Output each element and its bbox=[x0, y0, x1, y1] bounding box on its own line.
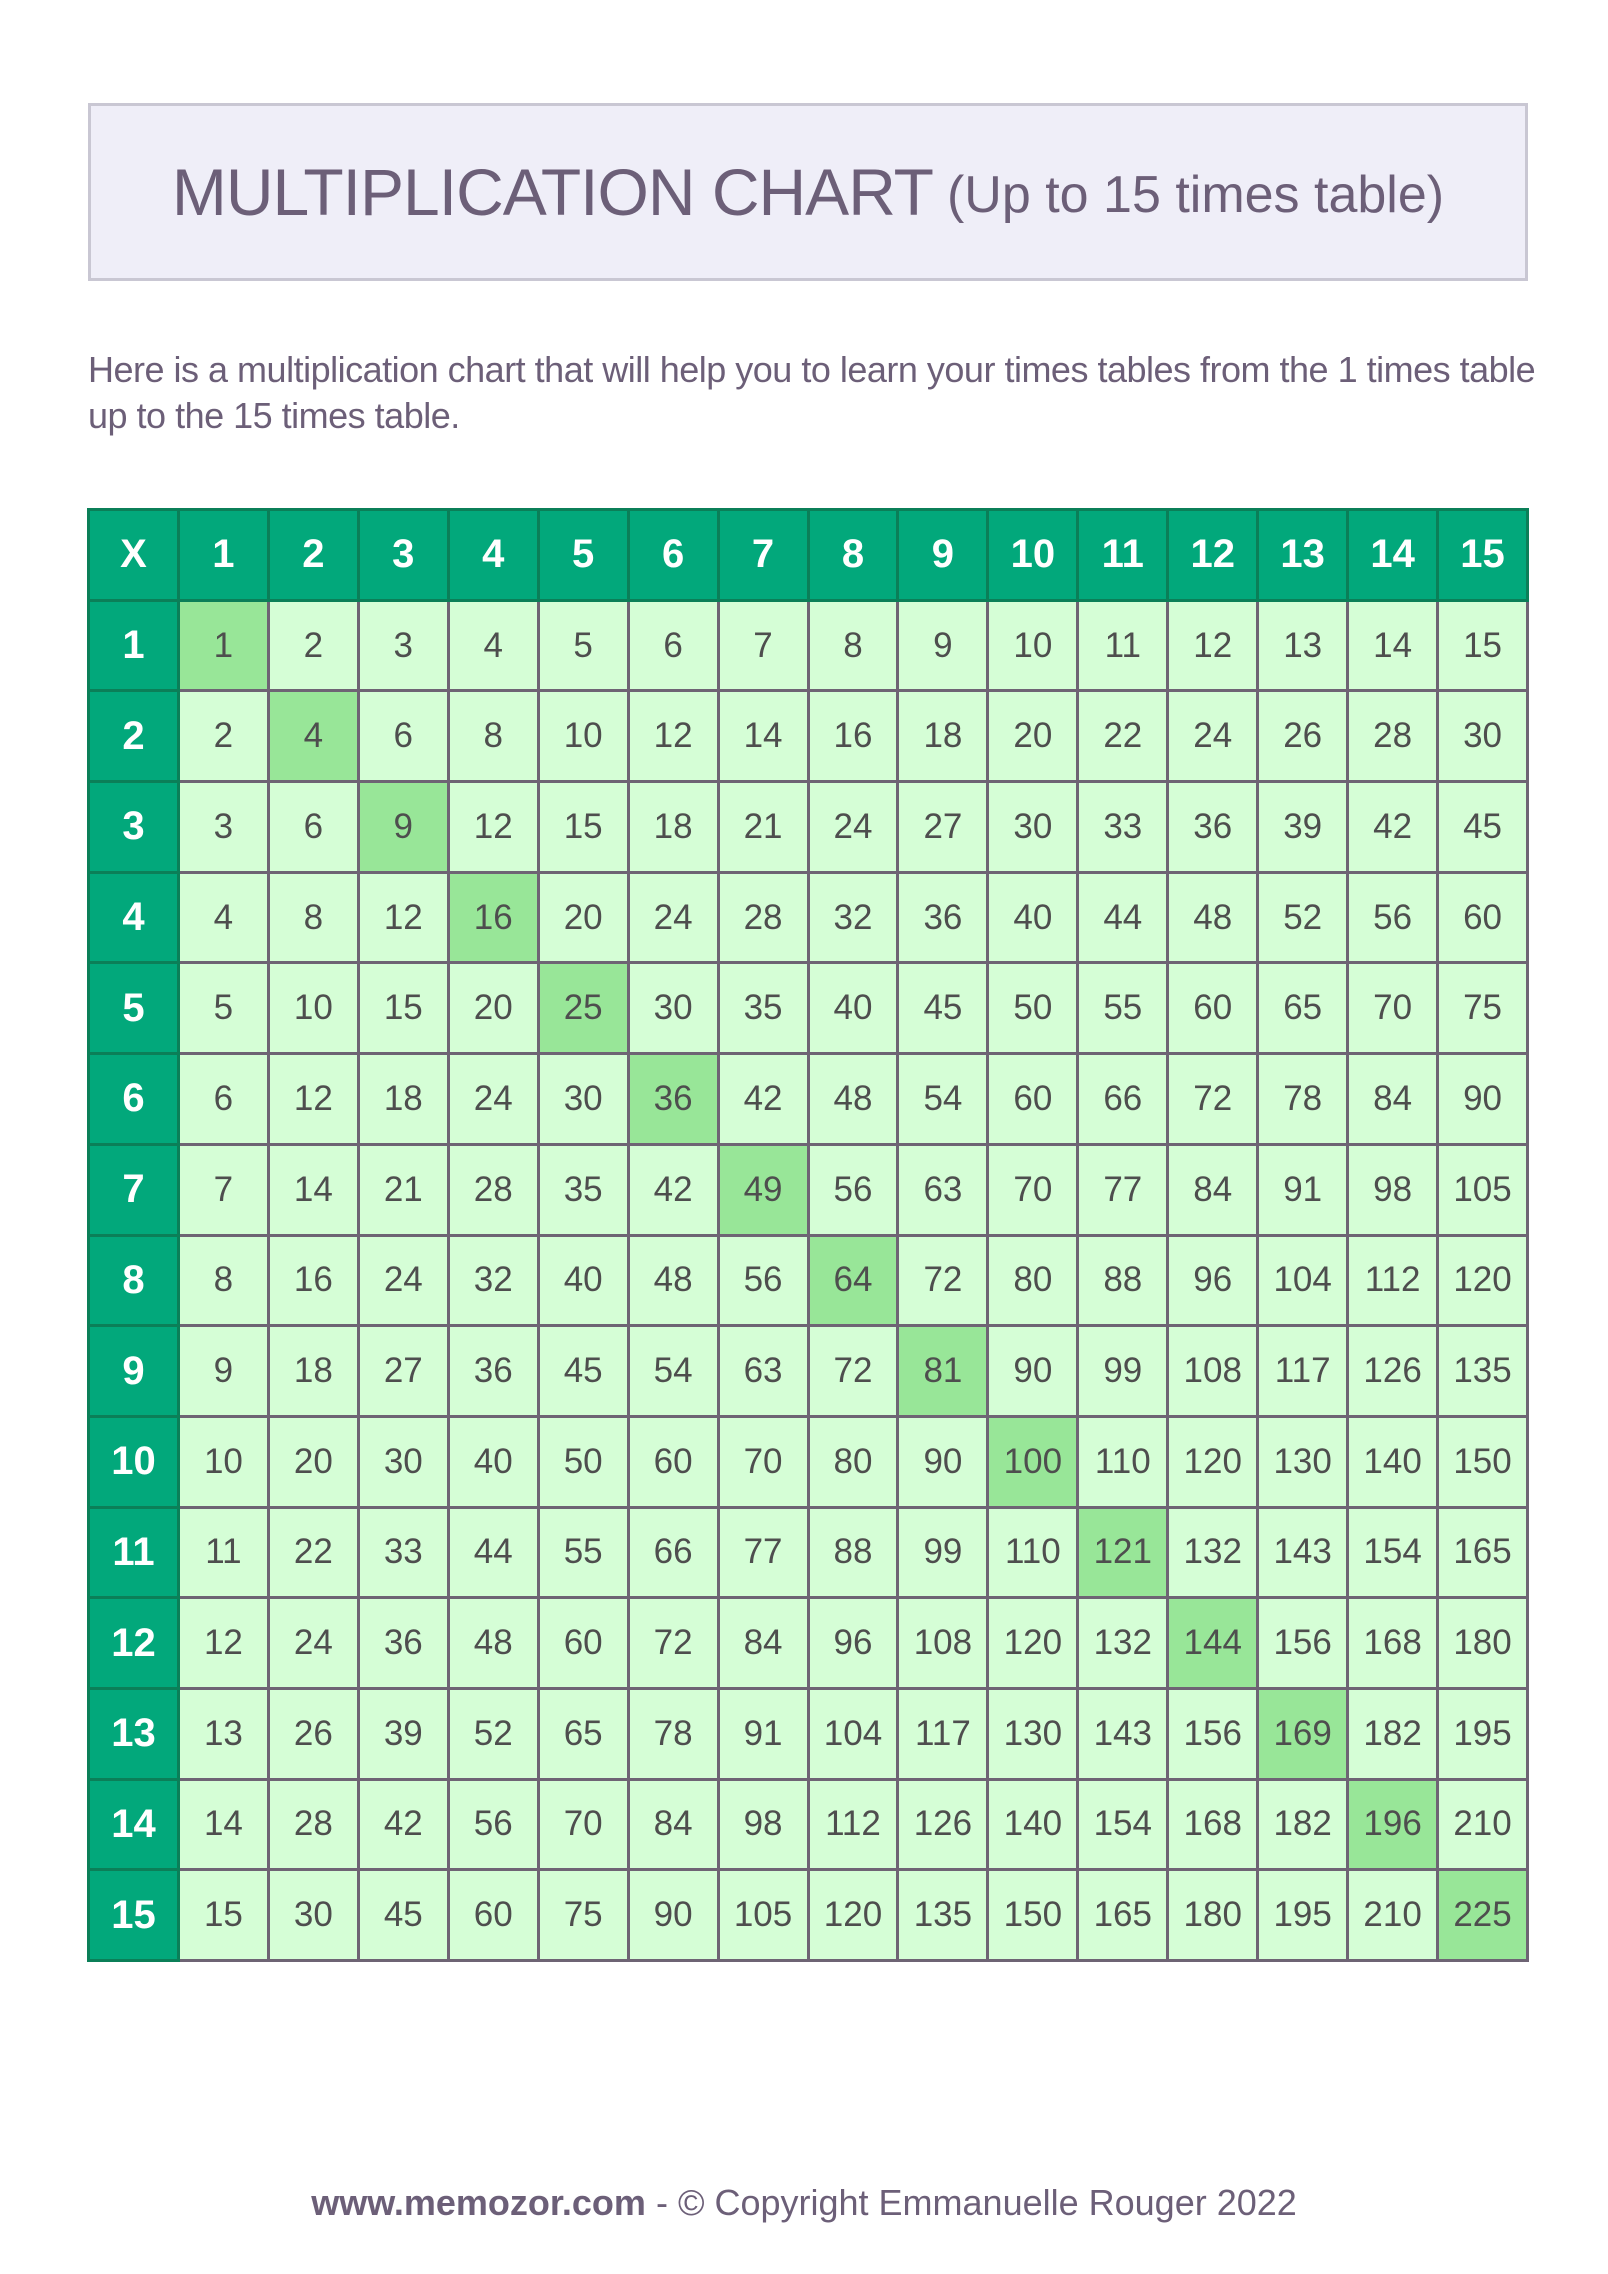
table-cell: 26 bbox=[1258, 691, 1348, 782]
table-row bbox=[89, 1416, 1528, 1507]
table-cell: 156 bbox=[1258, 1598, 1348, 1689]
table-cell: 210 bbox=[1438, 1779, 1528, 1870]
table-cell: 15 bbox=[1438, 600, 1528, 691]
table-cell: 135 bbox=[898, 1870, 988, 1961]
table-cell: 104 bbox=[808, 1688, 898, 1779]
table-cell: 42 bbox=[628, 1144, 718, 1235]
table-cell: 70 bbox=[718, 1416, 808, 1507]
table-cell: 77 bbox=[718, 1507, 808, 1598]
table-cell: 32 bbox=[808, 872, 898, 963]
table-cell: 21 bbox=[718, 782, 808, 873]
diagonal-cell: 81 bbox=[898, 1326, 988, 1417]
diagonal-cell: 100 bbox=[988, 1416, 1078, 1507]
table-cell: 88 bbox=[1078, 1235, 1168, 1326]
table-cell: 10 bbox=[538, 691, 628, 782]
table-row bbox=[89, 1507, 1528, 1598]
table-cell: 80 bbox=[808, 1416, 898, 1507]
table-cell: 108 bbox=[898, 1598, 988, 1689]
diagonal-cell: 1 bbox=[178, 600, 268, 691]
corner-cell: X bbox=[89, 510, 179, 601]
table-cell: 7 bbox=[178, 1144, 268, 1235]
table-cell: 140 bbox=[1348, 1416, 1438, 1507]
table-row bbox=[89, 600, 1528, 691]
table-cell: 72 bbox=[1168, 1054, 1258, 1145]
table-cell: 3 bbox=[358, 600, 448, 691]
table-cell: 126 bbox=[1348, 1326, 1438, 1417]
table-cell: 96 bbox=[1168, 1235, 1258, 1326]
row-header: 13 bbox=[89, 1688, 179, 1779]
table-cell: 120 bbox=[988, 1598, 1078, 1689]
table-cell: 99 bbox=[1078, 1326, 1168, 1417]
table-cell: 168 bbox=[1348, 1598, 1438, 1689]
column-header: 15 bbox=[1438, 510, 1528, 601]
column-header: 6 bbox=[628, 510, 718, 601]
table-cell: 72 bbox=[898, 1235, 988, 1326]
diagonal-cell: 25 bbox=[538, 963, 628, 1054]
table-cell: 96 bbox=[808, 1598, 898, 1689]
column-header: 2 bbox=[268, 510, 358, 601]
row-header: 8 bbox=[89, 1235, 179, 1326]
table-row bbox=[89, 1688, 1528, 1779]
table-cell: 180 bbox=[1438, 1598, 1528, 1689]
diagonal-cell: 64 bbox=[808, 1235, 898, 1326]
table-row bbox=[89, 872, 1528, 963]
diagonal-cell: 16 bbox=[448, 872, 538, 963]
table-cell: 66 bbox=[1078, 1054, 1168, 1145]
table-cell: 60 bbox=[448, 1870, 538, 1961]
table-cell: 132 bbox=[1168, 1507, 1258, 1598]
table-cell: 30 bbox=[358, 1416, 448, 1507]
table-cell: 75 bbox=[538, 1870, 628, 1961]
table-cell: 63 bbox=[898, 1144, 988, 1235]
table-cell: 18 bbox=[268, 1326, 358, 1417]
row-header: 1 bbox=[89, 600, 179, 691]
diagonal-cell: 196 bbox=[1348, 1779, 1438, 1870]
table-cell: 18 bbox=[898, 691, 988, 782]
table-cell: 72 bbox=[808, 1326, 898, 1417]
table-cell: 168 bbox=[1168, 1779, 1258, 1870]
row-header: 7 bbox=[89, 1144, 179, 1235]
column-header: 10 bbox=[988, 510, 1078, 601]
column-header: 1 bbox=[178, 510, 268, 601]
multiplication-table bbox=[87, 508, 1529, 1962]
row-header: 2 bbox=[89, 691, 179, 782]
table-cell: 8 bbox=[178, 1235, 268, 1326]
table-row bbox=[89, 1870, 1528, 1961]
table-row bbox=[89, 1598, 1528, 1689]
table-cell: 36 bbox=[358, 1598, 448, 1689]
table-cell: 63 bbox=[718, 1326, 808, 1417]
table-cell: 10 bbox=[268, 963, 358, 1054]
table-row bbox=[89, 1779, 1528, 1870]
table-cell: 80 bbox=[988, 1235, 1078, 1326]
table-cell: 60 bbox=[628, 1416, 718, 1507]
diagonal-cell: 121 bbox=[1078, 1507, 1168, 1598]
table-cell: 210 bbox=[1348, 1870, 1438, 1961]
table-row bbox=[89, 1326, 1528, 1417]
table-cell: 110 bbox=[988, 1507, 1078, 1598]
table-cell: 70 bbox=[1348, 963, 1438, 1054]
table-cell: 15 bbox=[538, 782, 628, 873]
table-cell: 182 bbox=[1348, 1688, 1438, 1779]
footer-site-link[interactable]: www.memozor.com bbox=[311, 2182, 646, 2223]
table-cell: 77 bbox=[1078, 1144, 1168, 1235]
table-cell: 56 bbox=[808, 1144, 898, 1235]
table-cell: 130 bbox=[1258, 1416, 1348, 1507]
table-cell: 24 bbox=[358, 1235, 448, 1326]
table-cell: 8 bbox=[268, 872, 358, 963]
table-cell: 27 bbox=[358, 1326, 448, 1417]
table-cell: 40 bbox=[448, 1416, 538, 1507]
table-cell: 54 bbox=[898, 1054, 988, 1145]
table-cell: 60 bbox=[538, 1598, 628, 1689]
table-cell: 55 bbox=[538, 1507, 628, 1598]
table-cell: 9 bbox=[898, 600, 988, 691]
table-cell: 195 bbox=[1438, 1688, 1528, 1779]
table-cell: 11 bbox=[1078, 600, 1168, 691]
footer-copyright: © Copyright Emmanuelle Rouger 2022 bbox=[677, 2182, 1297, 2223]
table-cell: 16 bbox=[808, 691, 898, 782]
table-cell: 12 bbox=[268, 1054, 358, 1145]
table-cell: 120 bbox=[1168, 1416, 1258, 1507]
table-cell: 12 bbox=[448, 782, 538, 873]
table-cell: 28 bbox=[448, 1144, 538, 1235]
table-cell: 84 bbox=[1168, 1144, 1258, 1235]
table-cell: 40 bbox=[808, 963, 898, 1054]
table-cell: 13 bbox=[178, 1688, 268, 1779]
table-cell: 88 bbox=[808, 1507, 898, 1598]
table-cell: 22 bbox=[268, 1507, 358, 1598]
diagonal-cell: 144 bbox=[1168, 1598, 1258, 1689]
table-cell: 10 bbox=[178, 1416, 268, 1507]
footer bbox=[0, 2182, 1608, 2224]
table-cell: 14 bbox=[1348, 600, 1438, 691]
table-cell: 39 bbox=[358, 1688, 448, 1779]
table-cell: 30 bbox=[628, 963, 718, 1054]
table-cell: 45 bbox=[1438, 782, 1528, 873]
column-header: 8 bbox=[808, 510, 898, 601]
table-cell: 15 bbox=[178, 1870, 268, 1961]
table-cell: 140 bbox=[988, 1779, 1078, 1870]
table-cell: 48 bbox=[628, 1235, 718, 1326]
row-header: 14 bbox=[89, 1779, 179, 1870]
table-cell: 9 bbox=[178, 1326, 268, 1417]
table-cell: 20 bbox=[448, 963, 538, 1054]
table-cell: 108 bbox=[1168, 1326, 1258, 1417]
table-row bbox=[89, 1235, 1528, 1326]
table-cell: 6 bbox=[178, 1054, 268, 1145]
table-cell: 72 bbox=[628, 1598, 718, 1689]
table-cell: 12 bbox=[358, 872, 448, 963]
table-cell: 20 bbox=[538, 872, 628, 963]
row-header: 11 bbox=[89, 1507, 179, 1598]
table-cell: 99 bbox=[898, 1507, 988, 1598]
table-cell: 22 bbox=[1078, 691, 1168, 782]
page-title: MULTIPLICATION CHART bbox=[171, 155, 933, 229]
table-cell: 50 bbox=[988, 963, 1078, 1054]
table-cell: 56 bbox=[1348, 872, 1438, 963]
table-cell: 18 bbox=[358, 1054, 448, 1145]
table-cell: 7 bbox=[718, 600, 808, 691]
table-cell: 32 bbox=[448, 1235, 538, 1326]
table-cell: 56 bbox=[718, 1235, 808, 1326]
table-cell: 156 bbox=[1168, 1688, 1258, 1779]
table-cell: 36 bbox=[1168, 782, 1258, 873]
table-row bbox=[89, 691, 1528, 782]
table-cell: 14 bbox=[718, 691, 808, 782]
table-cell: 24 bbox=[448, 1054, 538, 1145]
table-cell: 24 bbox=[1168, 691, 1258, 782]
table-cell: 112 bbox=[1348, 1235, 1438, 1326]
table-cell: 70 bbox=[988, 1144, 1078, 1235]
table-cell: 154 bbox=[1348, 1507, 1438, 1598]
table-cell: 105 bbox=[1438, 1144, 1528, 1235]
table-cell: 45 bbox=[358, 1870, 448, 1961]
table-cell: 182 bbox=[1258, 1779, 1348, 1870]
table-cell: 120 bbox=[808, 1870, 898, 1961]
table-cell: 26 bbox=[268, 1688, 358, 1779]
table-cell: 28 bbox=[268, 1779, 358, 1870]
table-cell: 84 bbox=[628, 1779, 718, 1870]
table-cell: 30 bbox=[1438, 691, 1528, 782]
table-cell: 91 bbox=[1258, 1144, 1348, 1235]
table-cell: 195 bbox=[1258, 1870, 1348, 1961]
table-cell: 16 bbox=[268, 1235, 358, 1326]
diagonal-cell: 169 bbox=[1258, 1688, 1348, 1779]
column-header: 13 bbox=[1258, 510, 1348, 601]
row-header: 10 bbox=[89, 1416, 179, 1507]
table-cell: 54 bbox=[628, 1326, 718, 1417]
diagonal-cell: 36 bbox=[628, 1054, 718, 1145]
table-row bbox=[89, 1054, 1528, 1145]
table-cell: 78 bbox=[1258, 1054, 1348, 1145]
table-cell: 44 bbox=[1078, 872, 1168, 963]
table-cell: 12 bbox=[628, 691, 718, 782]
table-cell: 78 bbox=[628, 1688, 718, 1779]
diagonal-cell: 49 bbox=[718, 1144, 808, 1235]
table-cell: 110 bbox=[1078, 1416, 1168, 1507]
row-header: 6 bbox=[89, 1054, 179, 1145]
table-cell: 84 bbox=[718, 1598, 808, 1689]
table-cell: 24 bbox=[268, 1598, 358, 1689]
table-cell: 6 bbox=[358, 691, 448, 782]
table-cell: 33 bbox=[358, 1507, 448, 1598]
intro-paragraph: Here is a multiplication chart that will help you to learn your times tables from the 1 times table up to the 15 times table. bbox=[88, 349, 1536, 436]
page-subtitle: (Up to 15 times table) bbox=[946, 166, 1445, 224]
table-cell: 91 bbox=[718, 1688, 808, 1779]
table-cell: 55 bbox=[1078, 963, 1168, 1054]
table-cell: 150 bbox=[1438, 1416, 1528, 1507]
table-cell: 52 bbox=[448, 1688, 538, 1779]
table-cell: 12 bbox=[178, 1598, 268, 1689]
table-cell: 8 bbox=[448, 691, 538, 782]
table-cell: 4 bbox=[448, 600, 538, 691]
table-cell: 42 bbox=[358, 1779, 448, 1870]
table-cell: 14 bbox=[178, 1779, 268, 1870]
table-cell: 150 bbox=[988, 1870, 1078, 1961]
table-cell: 112 bbox=[808, 1779, 898, 1870]
table-cell: 2 bbox=[178, 691, 268, 782]
table-cell: 52 bbox=[1258, 872, 1348, 963]
table-cell: 4 bbox=[178, 872, 268, 963]
row-header: 5 bbox=[89, 963, 179, 1054]
table-cell: 8 bbox=[808, 600, 898, 691]
table-cell: 11 bbox=[178, 1507, 268, 1598]
table-cell: 20 bbox=[988, 691, 1078, 782]
table-cell: 165 bbox=[1438, 1507, 1528, 1598]
table-cell: 104 bbox=[1258, 1235, 1348, 1326]
table-cell: 24 bbox=[808, 782, 898, 873]
table-row bbox=[89, 782, 1528, 873]
table-cell: 117 bbox=[898, 1688, 988, 1779]
table-cell: 21 bbox=[358, 1144, 448, 1235]
diagonal-cell: 4 bbox=[268, 691, 358, 782]
column-header: 14 bbox=[1348, 510, 1438, 601]
table-cell: 12 bbox=[1168, 600, 1258, 691]
table-cell: 60 bbox=[1168, 963, 1258, 1054]
table-cell: 154 bbox=[1078, 1779, 1168, 1870]
table-cell: 180 bbox=[1168, 1870, 1258, 1961]
table-cell: 3 bbox=[178, 782, 268, 873]
column-header: 7 bbox=[718, 510, 808, 601]
table-cell: 30 bbox=[268, 1870, 358, 1961]
table-cell: 90 bbox=[898, 1416, 988, 1507]
table-cell: 30 bbox=[538, 1054, 628, 1145]
table-cell: 48 bbox=[1168, 872, 1258, 963]
table-cell: 15 bbox=[358, 963, 448, 1054]
table-cell: 98 bbox=[1348, 1144, 1438, 1235]
row-header: 4 bbox=[89, 872, 179, 963]
diagonal-cell: 9 bbox=[358, 782, 448, 873]
table-cell: 143 bbox=[1078, 1688, 1168, 1779]
table-cell: 143 bbox=[1258, 1507, 1348, 1598]
table-cell: 90 bbox=[988, 1326, 1078, 1417]
column-header: 11 bbox=[1078, 510, 1168, 601]
table-cell: 6 bbox=[268, 782, 358, 873]
table-cell: 60 bbox=[988, 1054, 1078, 1145]
table-cell: 130 bbox=[988, 1688, 1078, 1779]
table-cell: 56 bbox=[448, 1779, 538, 1870]
column-header: 4 bbox=[448, 510, 538, 601]
table-cell: 44 bbox=[448, 1507, 538, 1598]
table-cell: 2 bbox=[268, 600, 358, 691]
table-cell: 13 bbox=[1258, 600, 1348, 691]
table-cell: 48 bbox=[448, 1598, 538, 1689]
row-header: 12 bbox=[89, 1598, 179, 1689]
table-cell: 132 bbox=[1078, 1598, 1168, 1689]
header-row bbox=[89, 510, 1528, 601]
table-cell: 40 bbox=[538, 1235, 628, 1326]
table-cell: 10 bbox=[988, 600, 1078, 691]
table-cell: 90 bbox=[628, 1870, 718, 1961]
table-cell: 36 bbox=[898, 872, 988, 963]
column-header: 12 bbox=[1168, 510, 1258, 601]
footer-separator: - bbox=[645, 2182, 678, 2223]
table-cell: 165 bbox=[1078, 1870, 1168, 1961]
table-cell: 42 bbox=[1348, 782, 1438, 873]
row-header: 3 bbox=[89, 782, 179, 873]
table-cell: 65 bbox=[1258, 963, 1348, 1054]
table-cell: 40 bbox=[988, 872, 1078, 963]
table-cell: 33 bbox=[1078, 782, 1168, 873]
table-cell: 45 bbox=[538, 1326, 628, 1417]
column-header: 9 bbox=[898, 510, 988, 601]
table-cell: 84 bbox=[1348, 1054, 1438, 1145]
table-cell: 35 bbox=[718, 963, 808, 1054]
table-cell: 98 bbox=[718, 1779, 808, 1870]
table-cell: 30 bbox=[988, 782, 1078, 873]
column-header: 3 bbox=[358, 510, 448, 601]
column-header: 5 bbox=[538, 510, 628, 601]
table-cell: 75 bbox=[1438, 963, 1528, 1054]
table-cell: 5 bbox=[538, 600, 628, 691]
table-row bbox=[89, 963, 1528, 1054]
table-cell: 18 bbox=[628, 782, 718, 873]
table-cell: 36 bbox=[448, 1326, 538, 1417]
table-cell: 35 bbox=[538, 1144, 628, 1235]
table-cell: 117 bbox=[1258, 1326, 1348, 1417]
table-cell: 60 bbox=[1438, 872, 1528, 963]
table-cell: 39 bbox=[1258, 782, 1348, 873]
table-cell: 135 bbox=[1438, 1326, 1528, 1417]
table-cell: 45 bbox=[898, 963, 988, 1054]
table-cell: 27 bbox=[898, 782, 988, 873]
row-header: 15 bbox=[89, 1870, 179, 1961]
table-cell: 126 bbox=[898, 1779, 988, 1870]
table-cell: 66 bbox=[628, 1507, 718, 1598]
table-cell: 70 bbox=[538, 1779, 628, 1870]
table-cell: 5 bbox=[178, 963, 268, 1054]
table-cell: 105 bbox=[718, 1870, 808, 1961]
table-cell: 14 bbox=[268, 1144, 358, 1235]
table-row bbox=[89, 1144, 1528, 1235]
table-cell: 48 bbox=[808, 1054, 898, 1145]
row-header: 9 bbox=[89, 1326, 179, 1417]
table-cell: 50 bbox=[538, 1416, 628, 1507]
table-cell: 28 bbox=[718, 872, 808, 963]
table-cell: 6 bbox=[628, 600, 718, 691]
table-cell: 65 bbox=[538, 1688, 628, 1779]
table-cell: 24 bbox=[628, 872, 718, 963]
table-cell: 20 bbox=[268, 1416, 358, 1507]
table-cell: 28 bbox=[1348, 691, 1438, 782]
diagonal-cell: 225 bbox=[1438, 1870, 1528, 1961]
table-cell: 42 bbox=[718, 1054, 808, 1145]
table-cell: 90 bbox=[1438, 1054, 1528, 1145]
table-cell: 120 bbox=[1438, 1235, 1528, 1326]
title-box bbox=[88, 103, 1528, 281]
